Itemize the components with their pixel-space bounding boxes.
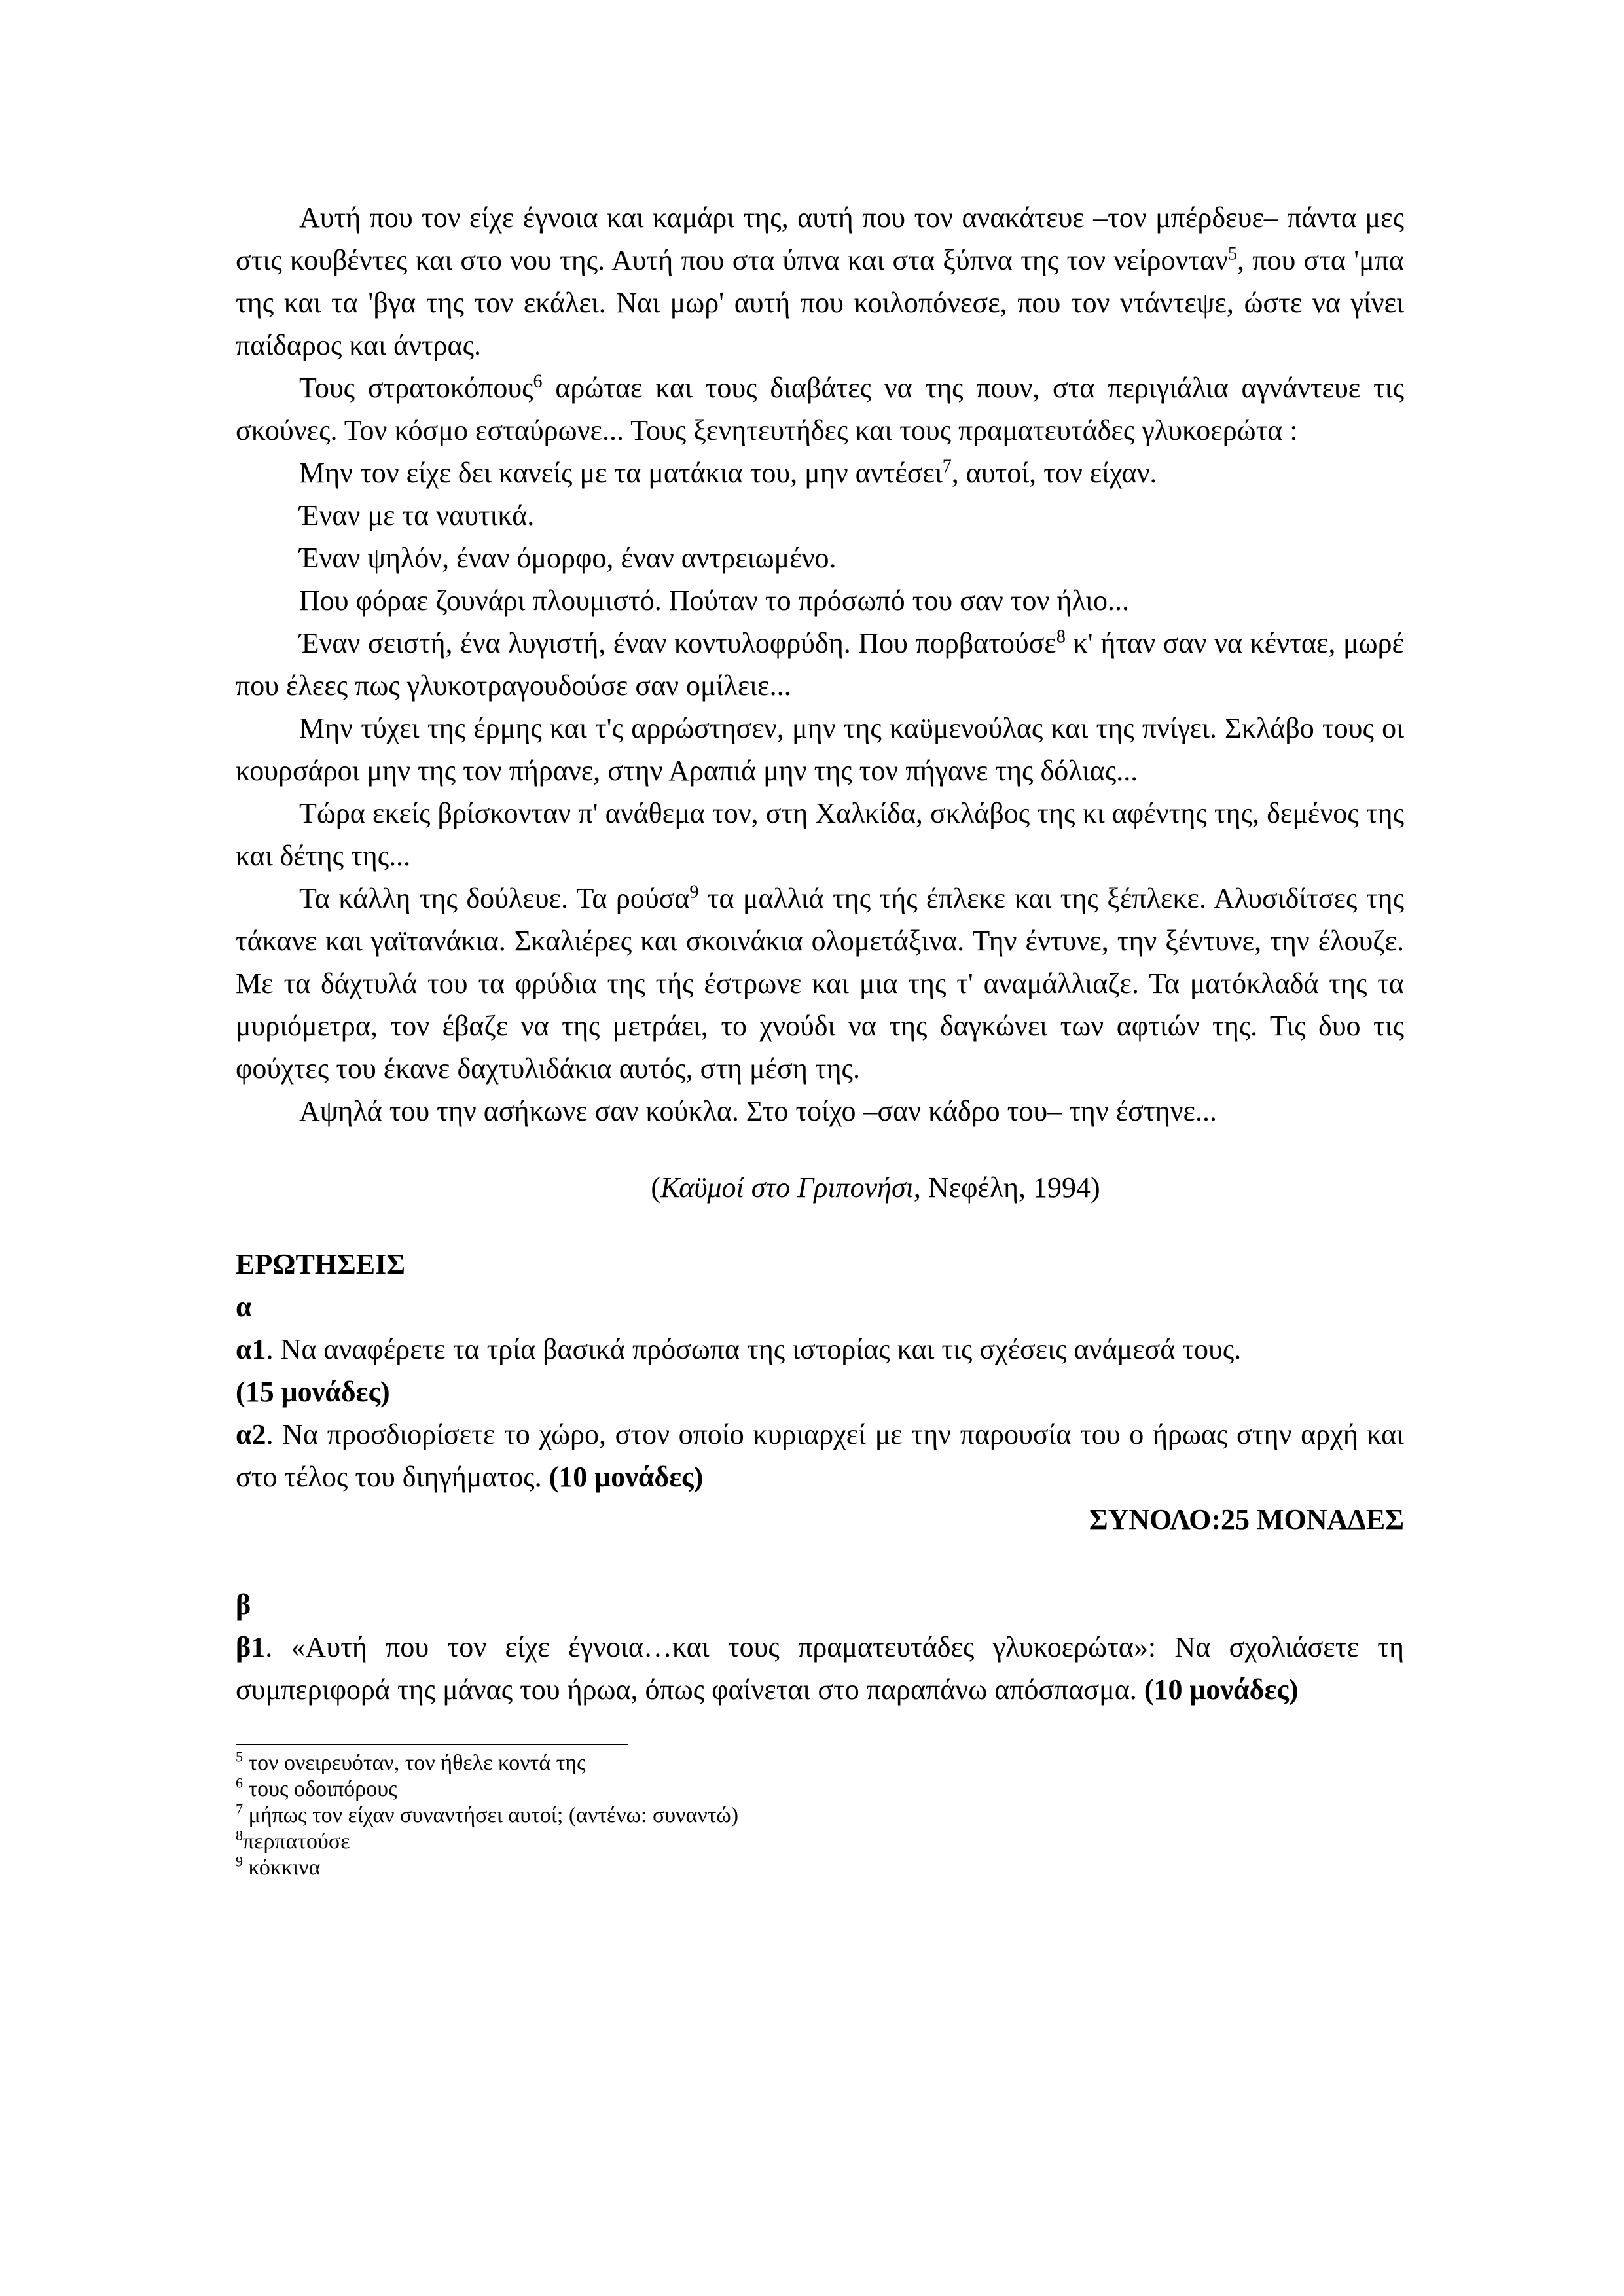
footnote-ref-6: 6 bbox=[533, 371, 543, 392]
paragraph-6: Που φόραε ζουνάρι πλουμιστό. Πούταν το πρόσωπό του σαν τον ήλιο... bbox=[299, 584, 1130, 617]
footnote-5: $^5$ τον ονειρευόταν, τον ήθελε κοντά της bbox=[236, 1748, 586, 1775]
paragraph-9: Τώρα εκείς βρίσκονταν π' ανάθεμα τον, στη Χαλκίδα, σκλάβος της κι αφέντης της, δεμένος της και δέτης της... bbox=[236, 797, 1404, 872]
paragraph-7: Έναν σειστή, ένα λυγιστή, έναν κοντυλοφρύδη. Που πορβατούσε$^8$ κ' ήταν σαν να κένταε, μωρέ που έλεες πως γλυκοτραγουδούσε σαν ομίλειε... bbox=[236, 626, 1405, 702]
paragraph-5: Έναν ψηλόν, έναν όμορφο, έναν αντρειωμένο. bbox=[299, 542, 837, 574]
footnote-ref-7: 7 bbox=[942, 456, 952, 477]
paragraph-11: Αψηλά του την ασήκωνε σαν κούκλα. Στο τοίχο –σαν κάδρο του– την έστηνε... bbox=[299, 1095, 1217, 1127]
paragraph-3: Μην τον είχε δει κανείς με τα ματάκια του, μην αντέσει$^7$, αυτοί, τον είχαν. bbox=[299, 456, 1157, 489]
b1-points: (10 μονάδες) bbox=[1144, 1674, 1299, 1706]
questions-heading: ΕΡΩΤΗΣΕΙΣ bbox=[236, 1248, 406, 1280]
question-a2: α2. Να προσδιορίσετε το χώρο, στον οποίο κυριαρχεί με την παρουσία του ο ήρωας στην αρχή και στο τέλος του διηγήματος. (10 μονάδες) bbox=[236, 1418, 1404, 1493]
footnote-ref-5: 5 bbox=[1227, 243, 1237, 264]
paragraph-10: Τα κάλλη της δούλευε. Τα ρούσα$^9$ τα μαλλιά της τής έπλεκε και της ξέπλεκε. Αλυσιδίτσες της τάκανε και γαϊτανάκια. Σκαλιέρες και σκοινάκια ολομετάξινα. Την έντυνε, την ξέντυνε, την έλουζε. Με τα δάχτυλά του τα φρύδια της τής έστρωνε και μια της τ' αναμάλλιαζε. Τα ματόκλαδά της τα μυριόμετρα, τον έβαζε να της μετράει, το χνούδι να της δαγκώνει των αφτιών της. Τις δυο τις φούχτες του έκανε δαχτυλιδάκια αυτός, στη μέση της. bbox=[236, 882, 1404, 1085]
footnote-6: $^6$ τους οδοιπόρους bbox=[236, 1774, 397, 1801]
paragraph-8: Μην τύχει της έρμης και τ'ς αρρώστησεν, μην της καϋμενούλας και της πνίγει. Σκλάβο τους οι κουρσάροι μην της τον πήρανε, στην Αραπιά μην της τον πήγανε της δόλιας... bbox=[236, 712, 1404, 787]
question-b1: β1. «Αυτή που τον είχε έγνοια…και τους πραματευτάδες γλυκοερώτα»: Να σχολιάσετε τη συμπεριφορά της μάνας του ήρωα, όπως φαίνεται στο παραπάνω απόσπασμα. (10 μονάδες) bbox=[236, 1631, 1404, 1706]
a2-points: (10 μονάδες) bbox=[549, 1461, 704, 1493]
footnote-ref-8: 8 bbox=[1056, 626, 1066, 647]
section-a-heading: α bbox=[236, 1291, 252, 1323]
question-a1: α1. Να αναφέρετε τα τρία βασικά πρόσωπα της ιστορίας και τις σχέσεις ανάμεσά τους. (15 μονάδες) bbox=[236, 1333, 1242, 1408]
section-b-heading: β bbox=[236, 1588, 251, 1621]
footnote-8: $^8$περπατούσε bbox=[236, 1827, 350, 1854]
paragraph-1: Αυτή που τον είχε έγνοια και καμάρι της, αυτή που τον ανακάτευε –τον μπέρδευε– πάντα μες στις κουβέντες και στο νου της. Αυτή που στα ύπνα και στα ξύπνα της τον νείρονταν$^5$, που στα 'μπα της και τα 'βγα της τον εκάλει. Ναι μωρ' αυτή που κοιλοπόνεσε, που τον ντάντεψε, ώστε να γίνει παίδαρος και άντρας. bbox=[236, 202, 1404, 361]
source-citation: (Καϋμοί στο Γριπονήσι, Νεφέλη, 1994) bbox=[651, 1172, 1100, 1204]
paragraph-2: Τους στρατοκόπους$^6$ αρώταε και τους διαβάτες να της πουν, στα περιγιάλια αγνάντευε τις σκούνες. Τον κόσμο εσταύρωνε... Τους ξενητευτήδες και τους πραματευτάδες γλυκοερώτα : bbox=[236, 371, 1404, 446]
work-title: Καϋμοί στο Γριπονήσι bbox=[660, 1172, 914, 1204]
a1-points: (15 μονάδες) bbox=[236, 1376, 390, 1408]
footnote-separator bbox=[236, 1744, 628, 1745]
footnote-ref-9: 9 bbox=[689, 882, 699, 903]
footnote-7: $^7$ μήπως τον είχαν συναντήσει αυτοί; (αντένω: συναντώ) bbox=[236, 1801, 739, 1827]
total-points: ΣΥΝΟΛΟ:25 ΜΟΝΑΔΕΣ bbox=[1089, 1503, 1404, 1535]
paragraph-4: Έναν με τα ναυτικά. bbox=[299, 499, 535, 531]
document-page bbox=[236, 196, 1404, 1881]
footnote-9: $^9$ κόκκινα bbox=[236, 1853, 321, 1880]
